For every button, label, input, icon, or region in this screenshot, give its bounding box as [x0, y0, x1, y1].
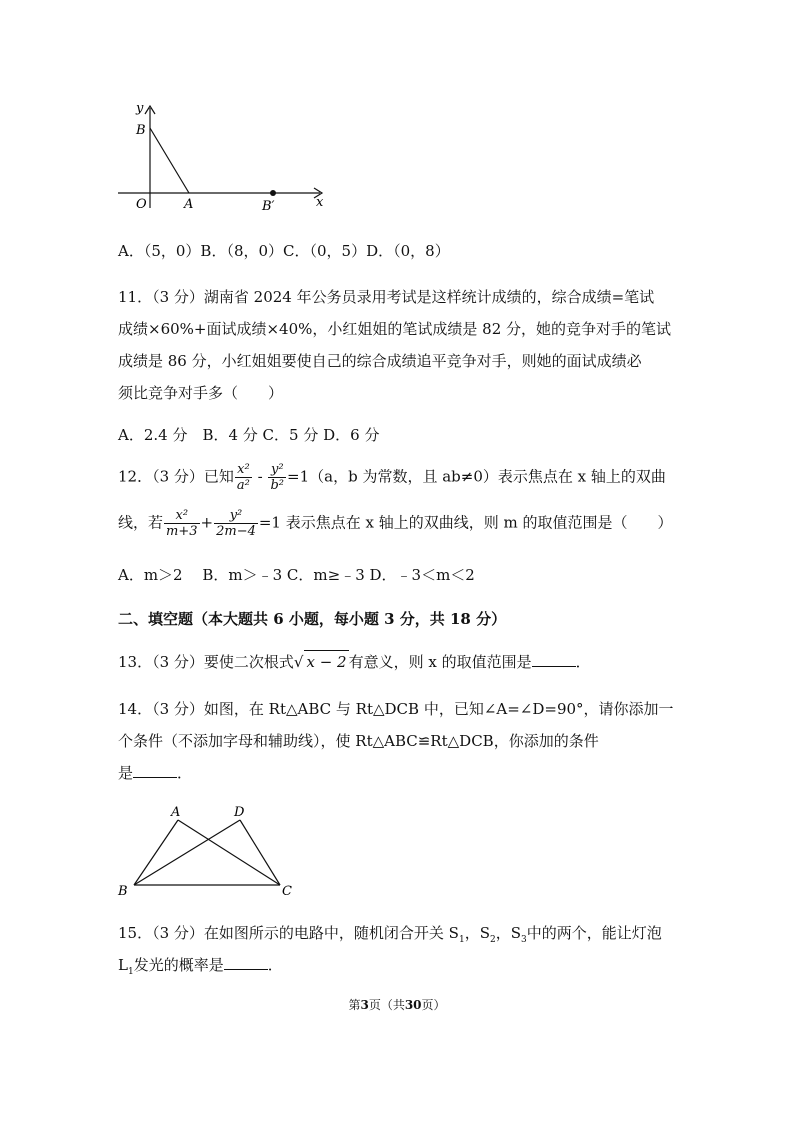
segment-BA — [134, 820, 178, 885]
label-x: x — [316, 195, 324, 210]
label-O: O — [136, 197, 147, 212]
page-total: 30 — [404, 998, 422, 1012]
q13-answer-blank[interactable] — [532, 651, 576, 667]
segment-BA — [150, 128, 189, 193]
segment-BD — [134, 820, 240, 885]
label-B: B — [136, 123, 146, 138]
q12-options: A．m＞2 B．m＞﹣3 C．m≥﹣3 D．﹣3＜m＜2 — [118, 566, 475, 584]
q11-line1: 11．（3 分）湖南省 2024 年公务员录用考试是这样统计成绩的，综合成绩=笔试 — [118, 288, 655, 306]
label-y: y — [136, 101, 144, 116]
q12-mid: =1（a，b 为常数，且 ab≠0）表示焦点在 x 轴上的双曲 — [287, 467, 666, 486]
q15-line1: 15．（3 分）在如图所示的电路中，随机闭合开关 $S_1$，$S_2$，$S_3$中的两个，能让灯泡 — [118, 924, 662, 945]
section-title: 二、填空题（本大题共 6 小题，每小题 3 分，共 18 分） — [118, 610, 507, 628]
label-B-prime: B′ — [262, 199, 275, 214]
q12-line1: 12．（3 分）已知 $\frac{\text{x²}}{\text{a²}}$ - $\frac{\text{y²}}{\text{b²}}$ =1（a，b 为常数，且 ab≠0）表示焦点在 x 轴上的双曲 — [118, 462, 666, 493]
q11-line3: 成绩是 86 分，小红姐姐要使自己的综合成绩追平竞争对手，则她的面试成绩必 — [118, 352, 642, 370]
q12-fraction-x2-a2: $\frac{\text{x²}}{\text{a²}}$ — [236, 462, 250, 493]
segment-AC — [178, 820, 280, 885]
q15-answer-blank[interactable] — [224, 954, 268, 970]
point-b-prime — [270, 190, 276, 196]
label-B: B — [118, 884, 128, 899]
q13-radical: x − 2 — [304, 650, 348, 673]
q13: 13．（3 分）要使二次根式√ x − 2 有意义，则 x 的取值范围是 ． — [118, 650, 591, 673]
q14-line3: 是 ． — [118, 764, 193, 782]
q15-line2: $L_1$发光的概率是 ． — [118, 956, 283, 977]
segment-DC — [240, 820, 280, 885]
q14-answer-blank[interactable] — [133, 762, 177, 778]
label-A: A — [171, 805, 181, 820]
triangle-figure — [110, 800, 310, 900]
q12-fraction-y2-b2: $\frac{\text{y²}}{\text{b²}}$ — [270, 462, 285, 493]
page-number: 3 — [360, 998, 369, 1012]
q14-line2: 个条件（不添加字母和辅助线），使 Rt△ABC≌Rt△DCB，你添加的条件 — [118, 732, 599, 750]
q12-line2: 线，若 $\frac{\text{x²}}{m+3}$ + $\frac{\text{y²}}{2m-4}$ =1 表示焦点在 x 轴上的双曲线，则 m 的取值范围是（ ） — [118, 508, 673, 539]
q14-line1: 14．（3 分）如图，在 Rt△ABC 与 Rt△DCB 中，已知∠A=∠D=90°，请你添加一 — [118, 700, 674, 718]
coordinate-figure — [110, 96, 340, 214]
q11-options: A．2.4 分 B．4 分 C．5 分 D．6 分 — [118, 426, 380, 444]
q10-options: A．（5，0）B．（8，0）C．（0，5）D．（0，8） — [118, 242, 450, 260]
q12-prefix: 12．（3 分）已知 — [118, 467, 234, 486]
label-D: D — [234, 805, 245, 820]
page-footer: 第3页（共30页） — [348, 998, 446, 1012]
label-A: A — [184, 197, 194, 212]
q12-fraction-x2-m3: $\frac{\text{x²}}{m+3}$ — [166, 508, 198, 539]
label-C: C — [282, 884, 292, 899]
q12-fraction-y2-2m4: $\frac{\text{y²}}{2m-4}$ — [216, 508, 256, 539]
q11-line4: 须比竞争对手多（ ） — [118, 384, 284, 402]
q11-line2: 成绩×60%+面试成绩×40%，小红姐姐的笔试成绩是 82 分，她的竞争对手的笔试 — [118, 320, 672, 338]
